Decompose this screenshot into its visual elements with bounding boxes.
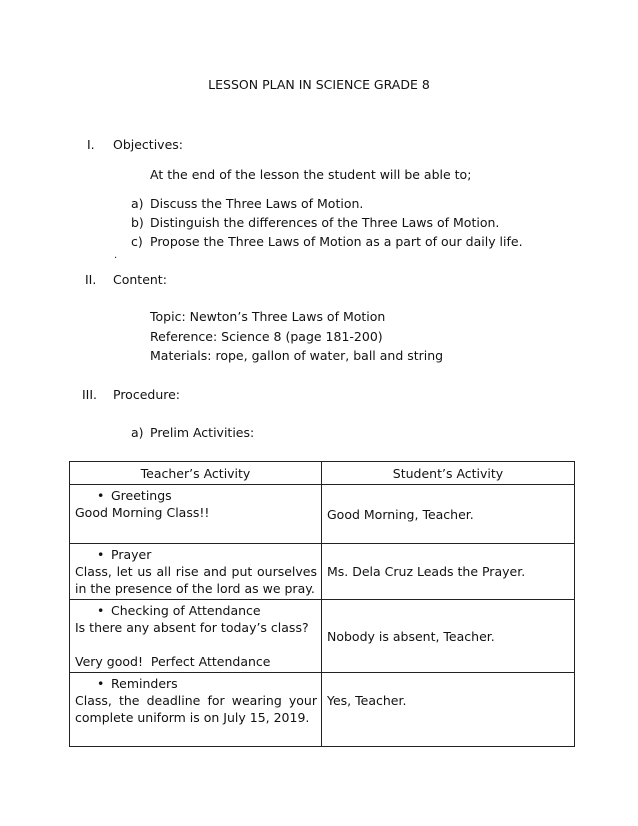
teacher-line: Class, the deadline for wearing your complete uniform is on July 15, 2019. xyxy=(75,693,317,725)
content-numeral: II. xyxy=(85,272,97,287)
teacher-cell xyxy=(70,485,322,544)
procedure-numeral: III. xyxy=(82,387,98,402)
bullet-glyph: • xyxy=(97,488,105,503)
teacher-activity-header: Teacher’s Activity xyxy=(70,462,322,485)
row-title-text: Prayer xyxy=(111,547,152,562)
student-activity-header: Student’s Activity xyxy=(322,462,575,485)
stray-period: . xyxy=(114,250,118,261)
bullet-glyph: • xyxy=(97,547,105,562)
row-title xyxy=(75,675,317,692)
content-reference: Reference: Science 8 (page 181-200) xyxy=(150,329,383,344)
table-row xyxy=(70,673,575,747)
row-title-text: Reminders xyxy=(111,676,178,691)
procedure-sub-text: Prelim Activities: xyxy=(150,425,255,440)
bullet-glyph: • xyxy=(97,676,105,691)
content-topic: Topic: Newton’s Three Laws of Motion xyxy=(150,309,386,324)
content-materials: Materials: rope, gallon of water, ball and string xyxy=(150,348,444,363)
table-row xyxy=(70,600,575,673)
row-title xyxy=(75,487,317,504)
student-cell: Ms. Dela Cruz Leads the Prayer. xyxy=(322,544,575,600)
teacher-cell xyxy=(70,544,322,600)
procedure-sub-marker: a) xyxy=(131,425,144,440)
teacher-line: Good Morning Class!! xyxy=(75,505,210,520)
table-header-row xyxy=(70,462,575,485)
teacher-line: Is there any absent for today’s class? xyxy=(75,620,309,635)
bullet-glyph: • xyxy=(97,603,105,618)
document-title: LESSON PLAN IN SCIENCE GRADE 8 xyxy=(208,77,430,92)
student-cell: Good Morning, Teacher. xyxy=(322,485,575,544)
objective-a-marker: a) xyxy=(131,196,144,211)
table-row xyxy=(70,544,575,600)
objective-c-text: Propose the Three Laws of Motion as a part of our daily life. xyxy=(150,234,523,249)
objective-c-marker: c) xyxy=(131,234,143,249)
procedure-heading: Procedure: xyxy=(113,387,181,402)
objective-b-text: Distinguish the differences of the Three Laws of Motion. xyxy=(150,215,500,230)
row-title xyxy=(75,602,317,619)
objectives-heading: Objectives: xyxy=(113,137,183,152)
teacher-cell xyxy=(70,600,322,673)
student-cell: Nobody is absent, Teacher. xyxy=(322,600,575,673)
student-cell: Yes, Teacher. xyxy=(322,673,575,747)
row-title-text: Checking of Attendance xyxy=(111,603,261,618)
objective-b-marker: b) xyxy=(131,215,144,230)
teacher-line: Class, let us all rise and put ourselves in the presence of the lord as we pray. xyxy=(75,564,317,596)
teacher-line: Very good! Perfect Attendance xyxy=(75,654,271,669)
content-heading: Content: xyxy=(113,272,167,287)
table-row xyxy=(70,485,575,544)
teacher-cell xyxy=(70,673,322,747)
activity-table xyxy=(69,461,575,747)
objectives-numeral: I. xyxy=(87,137,95,152)
objective-a-text: Discuss the Three Laws of Motion. xyxy=(150,196,364,211)
row-title xyxy=(75,546,317,563)
objectives-intro: At the end of the lesson the student will be able to; xyxy=(150,167,472,182)
row-title-text: Greetings xyxy=(111,488,172,503)
